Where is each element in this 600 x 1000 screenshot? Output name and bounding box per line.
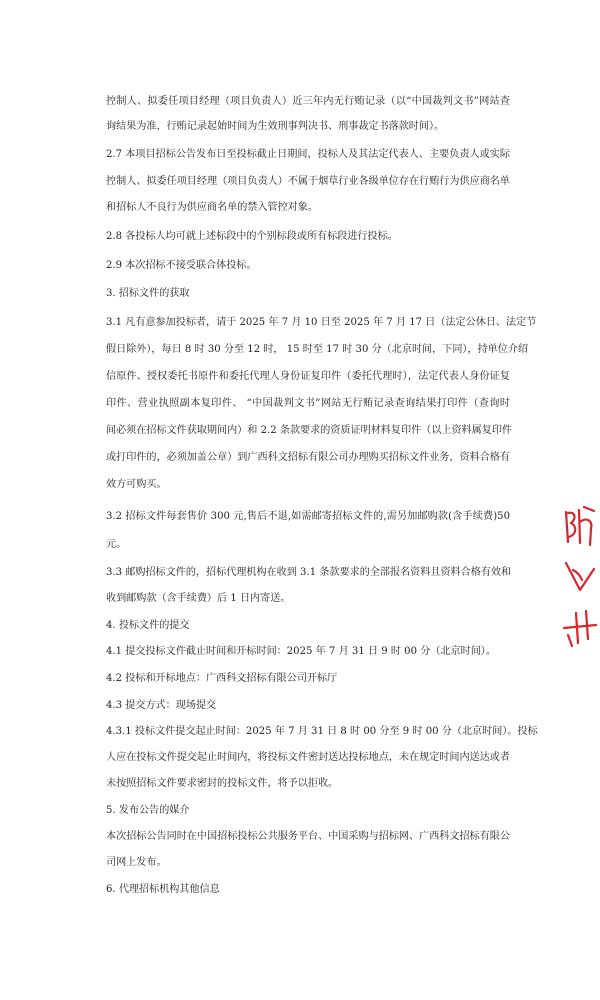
clause-3-3-line: 收到邮购款（含手续费）后 1 日内寄送。 — [106, 593, 291, 604]
clause-4-2: 4.2 投标和开标地点：广西科文招标有限公司开标厅 — [106, 673, 338, 684]
clause-2-7-line: 和招标人不良行为供应商名单的禁入管控对象。 — [106, 202, 318, 213]
paragraph-line: 询结果为准，行贿记录起始时间为生效刑事判决书、刑事裁定书落款时间）。 — [106, 121, 445, 132]
section-5-body-line: 本次招标公告同时在中国招标投标公共服务平台、中国采购与招标网、广西科文招标有限公 — [106, 831, 510, 842]
clause-3-1-line: 或打印件的，必须加盖公章）到广西科文招标有限公司办理购买招标文件业务，资料合格有 — [106, 452, 510, 463]
clause-2-9: 2.9 本次招标不接受联合体投标。 — [106, 260, 257, 271]
clause-2-7-line: 2.7 本项目招标公告发布日至投标截止日期间，投标人及其法定代表人、主要负责人或实际 — [106, 149, 510, 160]
clause-3-1-line: 信原件、授权委托书原件和委托代理人身份证复印件（委托代理时），法定代表人身份证复 — [106, 371, 510, 382]
clause-3-1-line: 间必须在招标文件获取期间内）和 2.2 条款要求的资质证明材料复印件（以上资料属复印件 — [106, 425, 513, 436]
paragraph-line: 控制人、拟委任项目经理（项目负责人）近三年内无行贿记录（以“中国裁判文书”网站查 — [106, 96, 510, 107]
clause-4-3: 4.3 提交方式：现场提交 — [106, 700, 217, 711]
section-4-heading: 4. 投标文件的提交 — [106, 620, 190, 631]
clause-4-3-1-line: 未按照招标文件要求密封的投标文件，将予以拒收。 — [106, 778, 339, 789]
section-6-heading: 6. 代理招标机构其他信息 — [106, 884, 220, 895]
clause-3-1-line: 印件、营业执照副本复印件、 “中国裁判文书”网站无行贿记录查询结果打印件（查询时 — [106, 398, 510, 409]
signature-strokes — [564, 507, 596, 646]
clause-3-2-line: 3.2 招标文件每套售价 300 元,售后不退,如需邮寄招标文件的,需另加邮购款(含手续费)50 — [106, 511, 510, 522]
clause-4-1: 4.1 提交投标文件截止时间和开标时间：2025 年 7 月 31 日 9 时 00 分（北京时间）。 — [106, 646, 496, 657]
clause-3-1-line: 效方可购买。 — [106, 479, 167, 490]
section-5-body-line: 司网上发布。 — [106, 857, 167, 868]
clause-4-3-1-line: 4.3.1 投标文件提交起止时间：2025 年 7 月 31 日 8 时 00 分至 9 时 00 分（北京时间）。投标 — [106, 726, 538, 737]
section-3-heading: 3. 招标文件的获取 — [106, 288, 190, 299]
clause-3-3-line: 3.3 邮购招标文件的，招标代理机构在收到 3.1 条款要求的全部报名资料且资料合格有效和 — [106, 567, 512, 578]
clause-4-3-1-line: 人应在投标文件提交起止时间内，将投标文件密封送达投标地点，未在规定时间内送达或者 — [106, 752, 510, 763]
section-5-heading: 5. 发布公告的媒介 — [106, 805, 190, 816]
clause-2-8: 2.8 各投标人均可就上述标段中的个别标段或所有标段进行投标。 — [106, 231, 398, 242]
clause-2-7-line: 控制人、拟委任项目经理（项目负责人）不属于烟草行业各级单位存在行贿行为供应商名单 — [106, 176, 510, 187]
clause-3-1-line: 假日除外），每日 8 时 30 分至 12 时， 15 时至 17 时 30 分（北京时间，下同），持单位介绍 — [106, 344, 529, 355]
clause-3-1-line: 3.1 凡有意参加投标者，请于 2025 年 7 月 10 日至 2025 年 7 月 17 日（法定公休日、法定节 — [106, 317, 537, 328]
handwritten-signature — [558, 500, 598, 650]
clause-3-2-line: 元。 — [106, 539, 127, 550]
